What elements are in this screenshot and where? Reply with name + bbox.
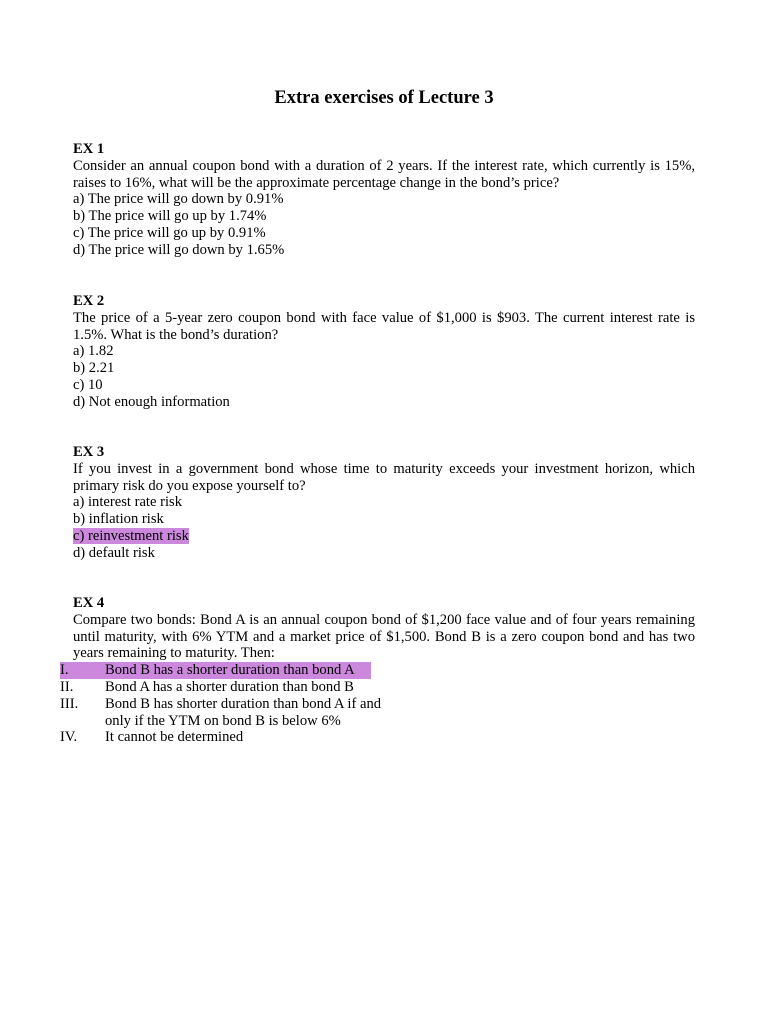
exercise-question: The price of a 5-year zero coupon bond with face value of $1,000 is $903. The current interest rate is 1.5%. What is the bond’s duration? [73,309,695,343]
roman-option-2 [60,679,695,696]
roman-option-text: Bond A has a shorter duration than bond B [105,678,354,695]
answer-option-d: d) Not enough information [73,393,230,410]
exercise-question: If you invest in a government bond whose time to maturity exceeds your investment horizon, which primary risk do you expose yourself to? [73,460,695,494]
answer-option-b: b) inflation risk [73,511,164,528]
exercise-3 [73,444,695,562]
exercise-heading: EX 1 [73,141,105,157]
roman-option-4 [60,729,695,746]
roman-option-text: Bond B has shorter duration than bond A if and only if the YTM on bond B is below 6% [105,695,382,729]
answer-option-c: c) The price will go up by 0.91% [73,224,266,241]
answer-option-c: c) 10 [73,376,103,393]
exercise-2 [73,293,695,411]
answer-option-a: a) The price will go down by 0.91% [73,191,284,208]
exercise-heading: EX 3 [73,444,105,460]
exercise-1 [73,141,695,259]
roman-option-1 [60,662,371,679]
exercise-question: Compare two bonds: Bond A is an annual coupon bond of $1,200 face value and of four years remaining until maturity, with 6% YTM and a market price of $1,500. Bond B is a zero coupon bond and has two years remaining to maturity. Then: [73,611,695,662]
answer-option-c [73,528,695,545]
exercise-heading: EX 2 [73,293,105,309]
answer-option-b: b) The price will go up by 1.74% [73,208,267,225]
roman-numeral: II. [60,678,74,695]
exercise-question: Consider an annual coupon bond with a duration of 2 years. If the interest rate, which currently is 15%, raises to 16%, what will be the approximate percentage change in the bond’s price? [73,157,695,191]
exercise-4 [60,595,695,746]
roman-numeral: III. [60,695,79,712]
roman-numeral: IV. [60,729,78,746]
roman-options-list [60,662,695,746]
answer-option-a: a) interest rate risk [73,494,182,511]
highlighted-answer: c) reinvestment risk [73,527,189,544]
answer-option-b: b) 2.21 [73,360,115,377]
roman-option-3 [60,696,695,730]
answer-option-a: a) 1.82 [73,343,114,360]
roman-numeral: I. [60,662,69,679]
page-title: Extra exercises of Lecture 3 [274,88,494,108]
answer-option-d: d) The price will go down by 1.65% [73,241,285,258]
exercise-heading: EX 4 [73,595,105,611]
roman-option-text: Bond B has a shorter duration than bond A [105,662,355,679]
answer-option-d: d) default risk [73,544,155,561]
roman-option-text: It cannot be determined [105,729,244,746]
